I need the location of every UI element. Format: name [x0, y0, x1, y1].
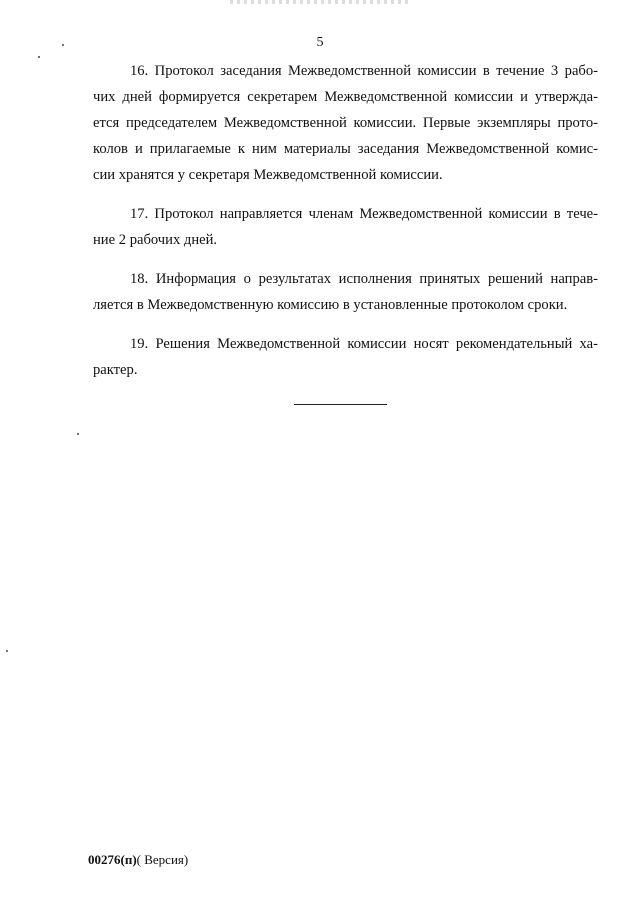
paragraph-19 [93, 331, 598, 383]
scan-noise [230, 0, 410, 4]
document-body [93, 58, 598, 396]
text-line: сии хранятся у секретаря Межведомственной комиссии. [93, 167, 443, 183]
version-note: ( Версия) [136, 852, 189, 867]
scan-speck [77, 433, 79, 435]
paragraph-17 [93, 201, 598, 253]
page-number: 5 [316, 35, 324, 50]
text-line: ние 2 рабочих дней. [93, 232, 218, 248]
text-line: рактер. [93, 362, 138, 378]
scan-speck [38, 56, 40, 58]
text-line: колов и прилагаемые к ним материалы заседания Межведомственной комис- [93, 141, 598, 157]
paragraph-16 [93, 58, 598, 188]
text-line: чих дней формируется секретарем Межведомственной комиссии и утвержда- [93, 89, 598, 105]
text-line: ляется в Межведомственную комиссию в установленные протоколом сроки. [93, 297, 568, 313]
paragraph-18 [93, 266, 598, 318]
text-line: ется председателем Межведомственной комиссии. Первые экземпляры прото- [93, 115, 598, 131]
text-line: 16. Протокол заседания Межведомственной комиссии в течение 3 рабо- [130, 63, 598, 79]
scan-speck [6, 650, 8, 652]
end-divider [294, 404, 387, 405]
document-code: 00276(п) [88, 852, 137, 867]
text-line: 17. Протокол направляется членам Межведомственной комиссии в тече- [130, 206, 598, 222]
text-line: 18. Информация о результатах исполнения принятых решений направ- [130, 271, 598, 287]
text-line: 19. Решения Межведомственной комиссии носят рекомендательный ха- [130, 336, 598, 352]
document-footer [88, 852, 188, 868]
